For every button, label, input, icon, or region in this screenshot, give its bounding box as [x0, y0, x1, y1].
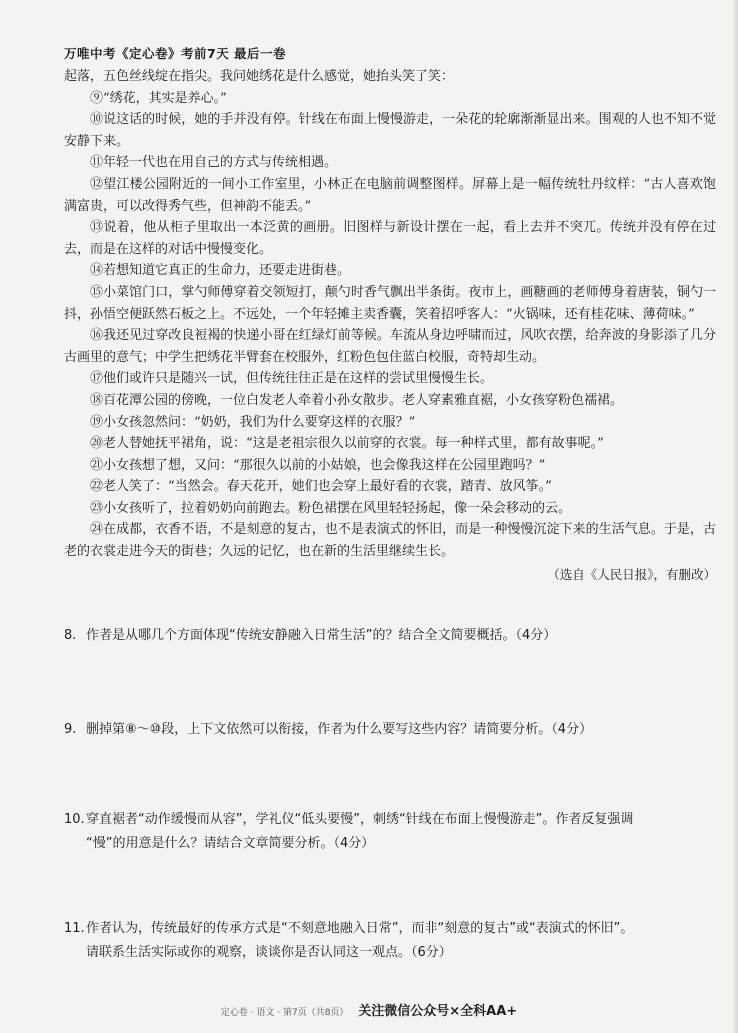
paragraph-20: ⑳老人替她抚平裙角，说：“这是老祖宗很久以前穿的衣裳。每一种样式里，都有故事呢。” [90, 436, 604, 452]
question-8 [64, 624, 716, 648]
question-text: 作者认为，传统最好的传承方式是“不刻意地融入日常”，而非“刻意的复古”或“表演式的怀旧”。 [86, 921, 634, 936]
question-10 [64, 808, 716, 856]
paragraph-19: ⑲小女孩忽然问：“奶奶，我们为什么要穿这样的衣服？” [90, 414, 416, 430]
question-number: 11. [64, 921, 85, 936]
paragraph-continuation: 起落，五色丝线绽在指尖。我问她绣花是什么感觉，她抬头笑了笑： [64, 69, 455, 84]
paragraph-13: ⑬说着，他从柜子里取出一本泛黄的画册。旧图样与新设计摆在一起，看上去并不突兀。传统并没有停在过去，而是在这样的对话中慢慢变化。 [64, 220, 716, 257]
wechat-watermark: 关注微信公众号×全科AA+ [358, 1004, 518, 1019]
paragraph-11: ⑪年轻一代也在用自己的方式与传统相遇。 [90, 155, 338, 171]
page-number: 定心卷 · 语文 · 第7页（共8页） [220, 1008, 349, 1018]
source-note: （选自《人民日报》，有删改） [547, 566, 716, 582]
paragraph-17: ⑰他们或许只是随兴一试，但传统往往正是在这样的尝试里慢慢生长。 [90, 371, 494, 387]
passage-body [64, 66, 716, 585]
question-text: 删掉第⑧～⑩段，上下文依然可以衔接，作者为什么要写这些内容？请简要分析。（4分） [86, 722, 593, 737]
scan-edge-shadow [732, 0, 738, 1033]
paragraph-16: ⑯我还见过穿改良裋褐的快递小哥在红绿灯前等候。车流从身边呼啸而过，风吹衣摆，给奔波的身影添了几分古画里的意气；中学生把绣花半臂套在校服外，红粉色包住蓝白校服，奇特却生动。 [64, 328, 716, 365]
paragraph-15: ⑮小菜馆门口，掌勺师傅穿着交领短打，颠勺时香气飘出半条街。夜市上，画糖画的老师傅身着唐装，铜勺一抖，孙悟空便跃然石板之上。不远处，一个年轻摊主卖香囊，笑着招呼客人：“火锅味，还有桂花味、薄荷味。” [64, 284, 716, 322]
paragraph-14: ⑭若想知道它真正的生命力，还要走进街巷。 [90, 263, 351, 279]
paragraph-10: ⑩说这话的时候，她的手并没有停。针线在布面上慢慢游走，一朵花的轮廓渐渐显出来。围观的人也不知不觉安静下来。 [64, 112, 716, 149]
paragraph-24: ㉔在成都，衣香不语，不是刻意的复古，也不是表演式的怀旧，而是一种慢慢沉淀下来的生活气息。于是，古老的衣裳走进今天的街巷；久远的记忆，也在新的生活里继续生长。 [64, 522, 716, 560]
question-number: 9. [64, 722, 77, 737]
question-number: 8. [64, 628, 77, 643]
paragraph-9: ⑨“绣花，其实是养心。” [90, 90, 227, 106]
page-footer [0, 1000, 738, 1019]
question-number: 10. [64, 812, 85, 827]
question-text: 穿直裾者“动作缓慢而从容”，学礼仪“低头要慢”，刺绣“针线在布面上慢慢游走”。作者反复强调 [86, 812, 634, 827]
paragraph-21: ㉑小女孩想了想，又问：“那很久以前的小姑娘，也会像我这样在公园里跑吗？” [90, 457, 546, 473]
question-text-continued: “慢”的用意是什么？请结合文章简要分析。（4分） [86, 836, 375, 851]
paragraph-18: ⑱百花潭公园的傍晚，一位白发老人牵着小孙女散步。老人穿素雅直裾，小女孩穿粉色襦裙。 [90, 392, 624, 408]
paragraph-23: ㉓小女孩听了，拉着奶奶向前跑去。粉色裙摆在风里轻轻扬起，像一朵会移动的云。 [90, 500, 572, 516]
question-text-continued: 请联系生活实际或你的观察，谈谈你是否认同这一观点。（6分） [86, 945, 452, 960]
paragraph-22: ㉒老人笑了：“当然会。春天花开，她们也会穿上最好看的衣裳，踏青、放风筝。” [90, 479, 552, 495]
page-header: 万唯中考《定心卷》考前7天 最后一卷 [64, 46, 287, 61]
paragraph-12: ⑫望江楼公园附近的一间小工作室里，小林正在电脑前调整图样。屏幕上是一幅传统牡丹纹样：“古人喜欢饱满富贵，可以改得秀气些，但神韵不能丢。” [64, 176, 716, 214]
question-text: 作者是从哪几个方面体现“传统安静融入日常生活”的？结合全文简要概括。（4分） [86, 628, 557, 643]
question-11 [64, 917, 716, 965]
question-9 [64, 718, 716, 742]
